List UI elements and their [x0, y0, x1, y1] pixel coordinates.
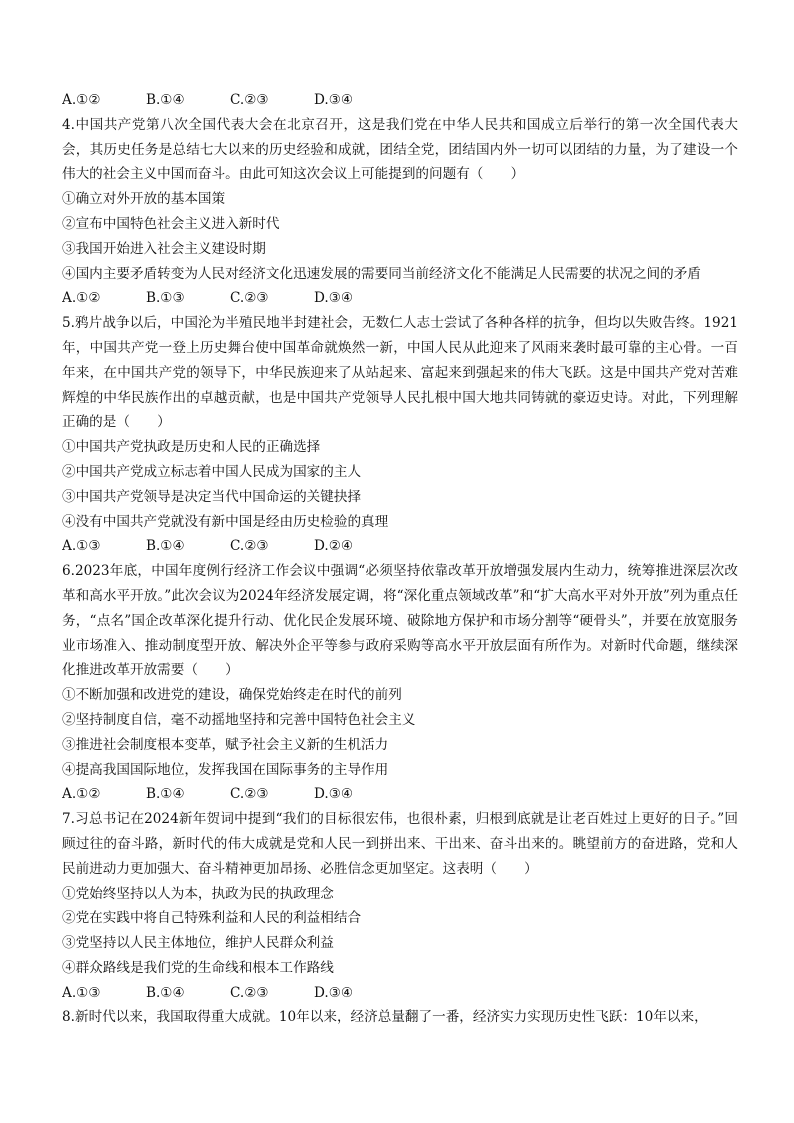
answer-option: C.②③ [230, 290, 269, 307]
answer-options [62, 286, 738, 311]
answer-option: A.①② [62, 92, 101, 108]
answer-option: B.①④ [146, 538, 185, 555]
exam-page [62, 88, 738, 1030]
answer-options [62, 981, 738, 1006]
answer-options [62, 782, 738, 807]
statement-line: ②宣布中国特色社会主义进入新时代 [62, 215, 280, 232]
answer-option: A.①③ [62, 538, 101, 555]
statement-line: ④群众路线是我们党的生命线和根本工作路线 [62, 959, 334, 976]
statement-line: ②中国共产党成立标志着中国人民成为国家的主人 [62, 463, 362, 480]
answer-option: B.①③ [146, 290, 185, 307]
answer-option: D.②④ [314, 538, 354, 555]
answer-option: D.③④ [314, 984, 354, 1001]
answer-option: D.③④ [314, 92, 354, 108]
answer-option: B.①④ [146, 984, 185, 1001]
answer-option: A.①② [62, 786, 101, 803]
question-stem: 5.鸦片战争以后，中国沦为半殖民地半封建社会，无数仁人志士尝试了各种各样的抗争，但均以失败告终。1921年，中国共产党一登上历史舞台使中国革命就焕然一新，中国人民从此迎来了风雨来袭时最可靠的主心骨。一百年来，在中国共产党的领导下，中华民族迎来了从站起来、富起来到强起来的伟大飞跃。这是中国共产党对苦难辉煌的中华民族作出的卓越贡献，也是中国共产党领导人民扎根中国大地共同铸就的豪迈史诗。对此，下列理解正确的是（ ） [62, 315, 738, 431]
statement-line: ②坚持制度自信，毫不动摇地坚持和完善中国特色社会主义 [62, 711, 416, 728]
answer-option: D.③④ [314, 786, 354, 803]
question-stem: 4.中国共产党第八次全国代表大会在北京召开，这是我们党在中华人民共和国成立后举行的第一次全国代表大会，其历史任务是总结七大以来的历史经验和成就，团结全党，团结国内外一切可以团结的力量，为了建设一个伟大的社会主义中国而奋斗。由此可知这次会议上可能提到的问题有（ ） [62, 116, 738, 183]
statement-line: ④没有中国共产党就没有新中国是经由历史检验的真理 [62, 513, 389, 530]
statement-line: ①不断加强和改进党的建设，确保党始终走在时代的前列 [62, 687, 402, 704]
question-stem: 7.习总书记在2024新年贺词中提到“我们的目标很宏伟，也很朴素，归根到底就是让老百姓过上更好的日子。”回顾过往的奋斗路，新时代的伟大成就是党和人民一到拼出来、干出来、奋斗出来的。眺望前方的奋进路，党和人民前进动力更加强大、奋斗精神更加昂扬、必胜信念更加坚定。这表明（ ） [62, 811, 738, 877]
answer-option: C.②③ [230, 984, 269, 1001]
answer-options [62, 534, 738, 559]
statement-line: 8.新时代以来，我国取得重大成就。10年以来，经济总量翻了一番，经济实力实现历史性飞跃：10年以来， [62, 1009, 708, 1026]
statement-line: ④国内主要矛盾转变为人民对经济文化迅速发展的需要同当前经济文化不能满足人民需要的状况之间的矛盾 [62, 265, 701, 282]
answer-option: C.②③ [230, 538, 269, 555]
answer-option: A.①② [62, 290, 101, 307]
answer-option: A.①③ [62, 984, 101, 1001]
statement-line: ①确立对外开放的基本国策 [62, 191, 226, 208]
question-stem: 6.2023年底，中国年度例行经济工作会议中强调“必须坚持依靠改革开放增强发展内生动力，统筹推进深层次改革和高水平开放。”此次会议为2024年经济发展定调，将“深化重点领域改革”和“扩大高水平对外开放”列为重点任务，“点名”国企改革深化提升行动、优化民企发展环境、破除地方保护和市场分割等“硬骨头”，并要在放宽服务业市场准入、推动制度型开放、解决外企平等参与政府采购等高水平开放层面有所作为。对新时代命题，继续深化推进改革开放需要（ ） [62, 563, 738, 679]
answer-options [62, 88, 738, 113]
statement-line: ③推进社会制度根本变革，赋予社会主义新的生机活力 [62, 736, 389, 753]
answer-option: B.①④ [146, 92, 185, 108]
statement-line: ①中国共产党执政是历史和人民的正确选择 [62, 439, 321, 456]
answer-option: C.②③ [230, 786, 269, 803]
statement-line: ②党在实践中将自己特殊利益和人民的利益相结合 [62, 910, 362, 927]
answer-option: D.③④ [314, 290, 354, 307]
answer-option: C.②③ [230, 92, 269, 108]
statement-line: ③我国开始进入社会主义建设时期 [62, 240, 266, 257]
answer-option: B.①④ [146, 786, 185, 803]
statement-line: ③党坚持以人民主体地位，维护人民群众利益 [62, 935, 334, 952]
statement-line: ①党始终坚持以人为本，执政为民的执政理念 [62, 885, 334, 902]
statement-line: ③中国共产党领导是决定当代中国命运的关键抉择 [62, 488, 362, 505]
statement-line: ④提高我国国际地位，发挥我国在国际事务的主导作用 [62, 761, 389, 778]
